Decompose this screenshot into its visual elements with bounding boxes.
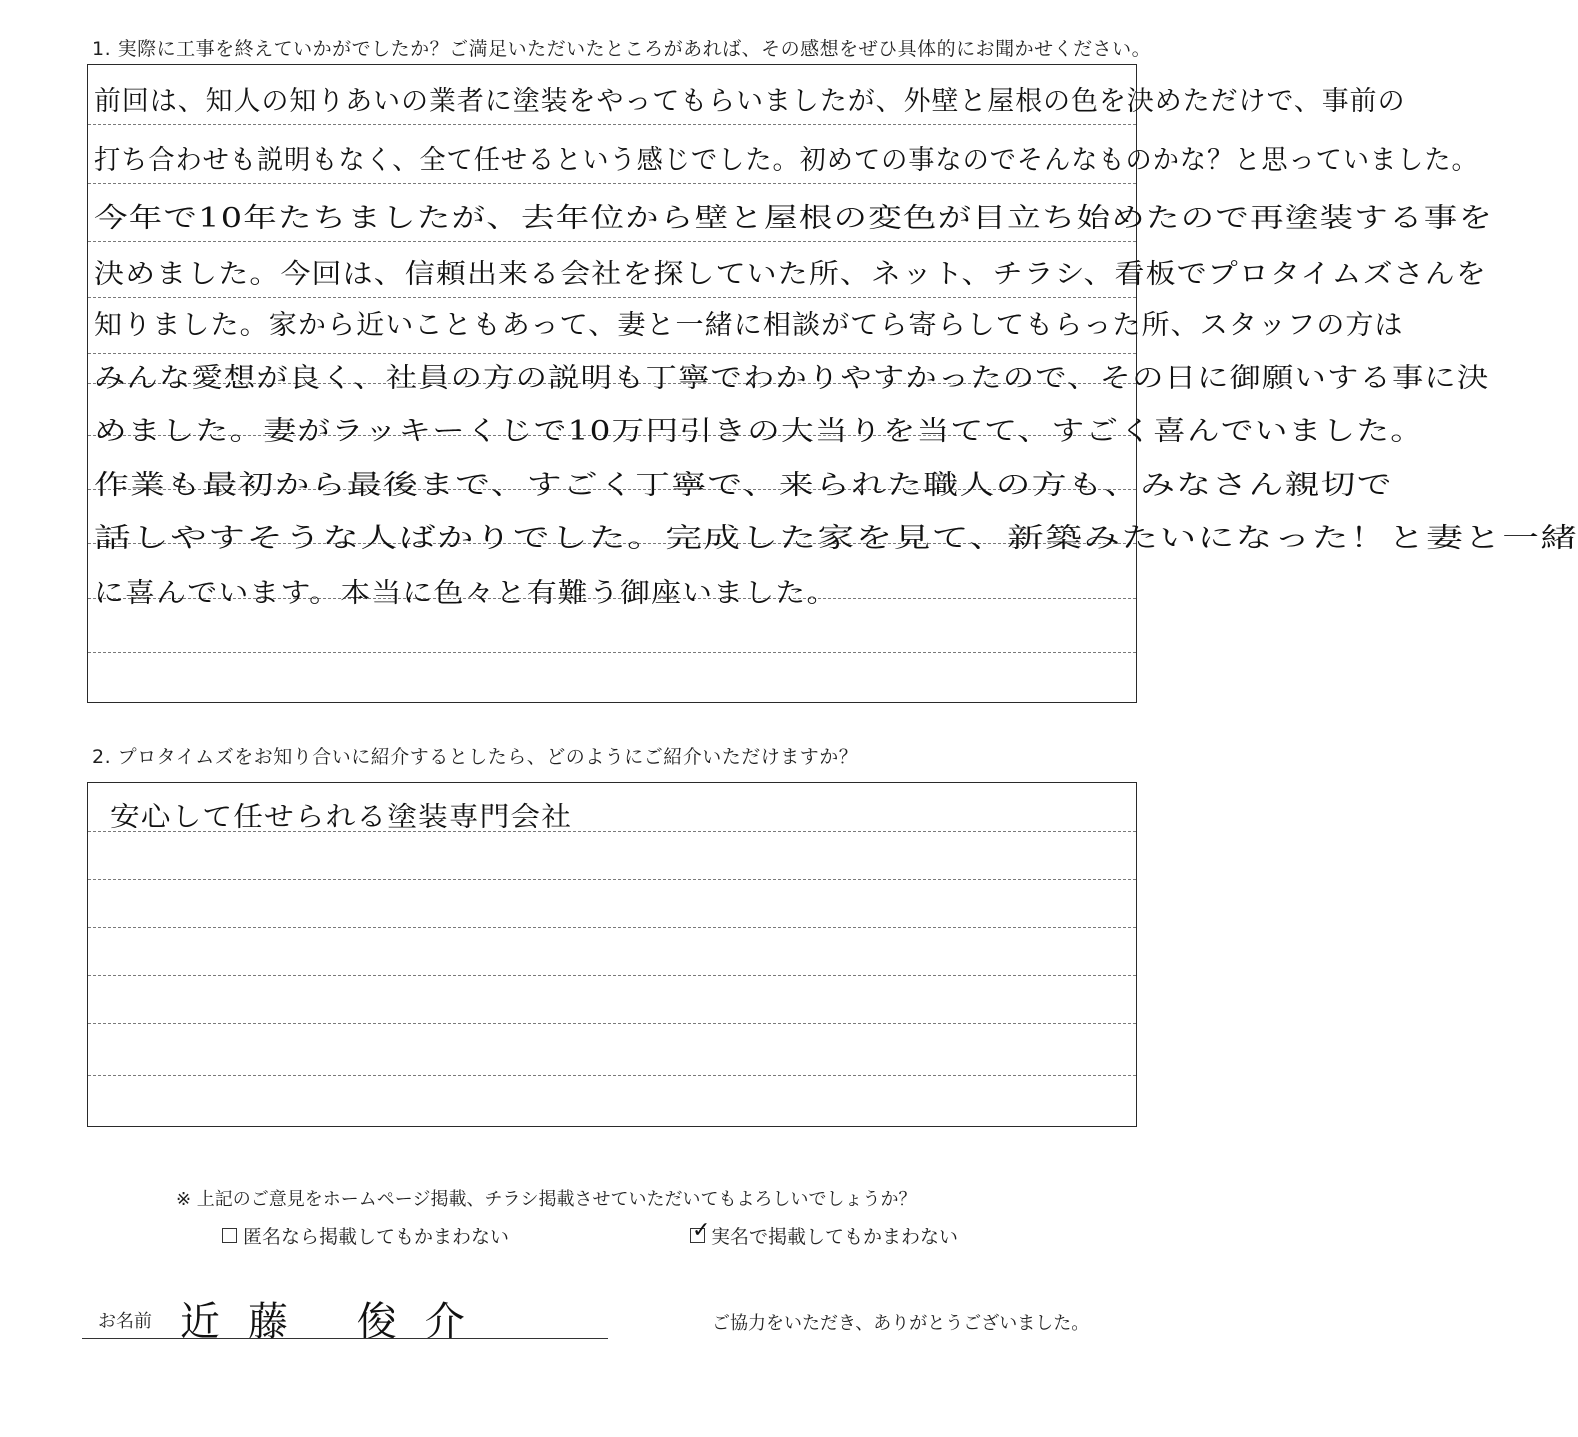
question-1: 1. 実際に工事を終えていかがでしたか？ご満足いただいたところがあれば、その感想をぜひ具体的にお聞かせください。	[92, 38, 1152, 60]
answer-1-line: みんな愛想が良く、社員の方の説明も丁寧でわかりやすかったので、その日に御願いする事に決	[94, 363, 1490, 394]
answer-1-box[interactable]	[87, 64, 1578, 703]
ruled-line	[88, 124, 1136, 125]
ruled-line	[88, 652, 1136, 653]
name-value[interactable]: 近藤 俊介	[180, 1299, 493, 1345]
answer-2-box[interactable]	[87, 782, 1137, 1127]
answer-1-line: 決めました。今回は、信頼出来る会社を探していた所、ネット、チラシ、看板でプロタイムズさんを	[94, 259, 1487, 290]
option-anonymous-label: 匿名なら掲載してもかまわない	[243, 1226, 510, 1248]
ruled-line	[88, 1023, 1136, 1024]
answer-1-line: 作業も最初から最後まで、すごく丁寧で、来られた職人の方も、みなさん親切で	[94, 470, 1393, 501]
ruled-line	[88, 927, 1136, 928]
option-realname-label: 実名で掲載してもかまわない	[711, 1226, 959, 1248]
thanks-message: ご協力をいただき、ありがとうございました。	[712, 1313, 1090, 1334]
ruled-line	[88, 353, 1136, 354]
name-underline	[82, 1338, 608, 1339]
ruled-line	[88, 1075, 1136, 1076]
answer-1-line: 打ち合わせも説明もなく、全て任せるという感じでした。初めての事なのでそんなものかな？と思っていました。	[94, 145, 1479, 176]
realname-checkbox[interactable]	[690, 1218, 711, 1243]
ruled-line	[88, 879, 1136, 880]
answer-1-line: に喜んでいます。本当に色々と有難う御座いました。	[94, 578, 838, 609]
answer-1-line: 今年で10年たちましたが、去年位から壁と屋根の変色が目立ち始めたので再塗装する事を	[94, 203, 1494, 234]
answer-1-line: 知りました。家から近いこともあって、妻と一緒に相談がてら寄らしてもらった所、スタッフの方は	[94, 310, 1404, 341]
ruled-line	[88, 241, 1136, 242]
option-realname[interactable]	[690, 1218, 959, 1249]
answer-1-line: 前回は、知人の知りあいの業者に塗装をやってもらいましたが、外壁と屋根の色を決めただけで、事前の	[94, 86, 1406, 117]
answer-2-line: 安心して任せられる塗装専門会社	[110, 802, 572, 833]
name-label: お名前	[98, 1311, 152, 1332]
option-anonymous[interactable]	[222, 1222, 509, 1249]
answer-1-line: めました。妻がラッキーくじで10万円引きの大当りを当てて、すごく喜んでいました。	[94, 416, 1425, 447]
question-2: 2. プロタイムズをお知り合いに紹介するとしたら、どのようにご紹介いただけますか？	[92, 746, 859, 768]
anonymous-checkbox[interactable]	[222, 1228, 237, 1243]
check-icon: ✓	[692, 1218, 711, 1243]
consent-note: ※ 上記のご意見をホームページ掲載、チラシ掲載させていただいてもよろしいでしょうか？	[176, 1189, 917, 1210]
ruled-line	[88, 183, 1136, 184]
ruled-line	[88, 297, 1136, 298]
answer-1-line: 話しやすそうな人ばかりでした。完成した家を見て、新築みたいになった！と妻と一緒	[94, 523, 1578, 554]
ruled-line	[88, 975, 1136, 976]
